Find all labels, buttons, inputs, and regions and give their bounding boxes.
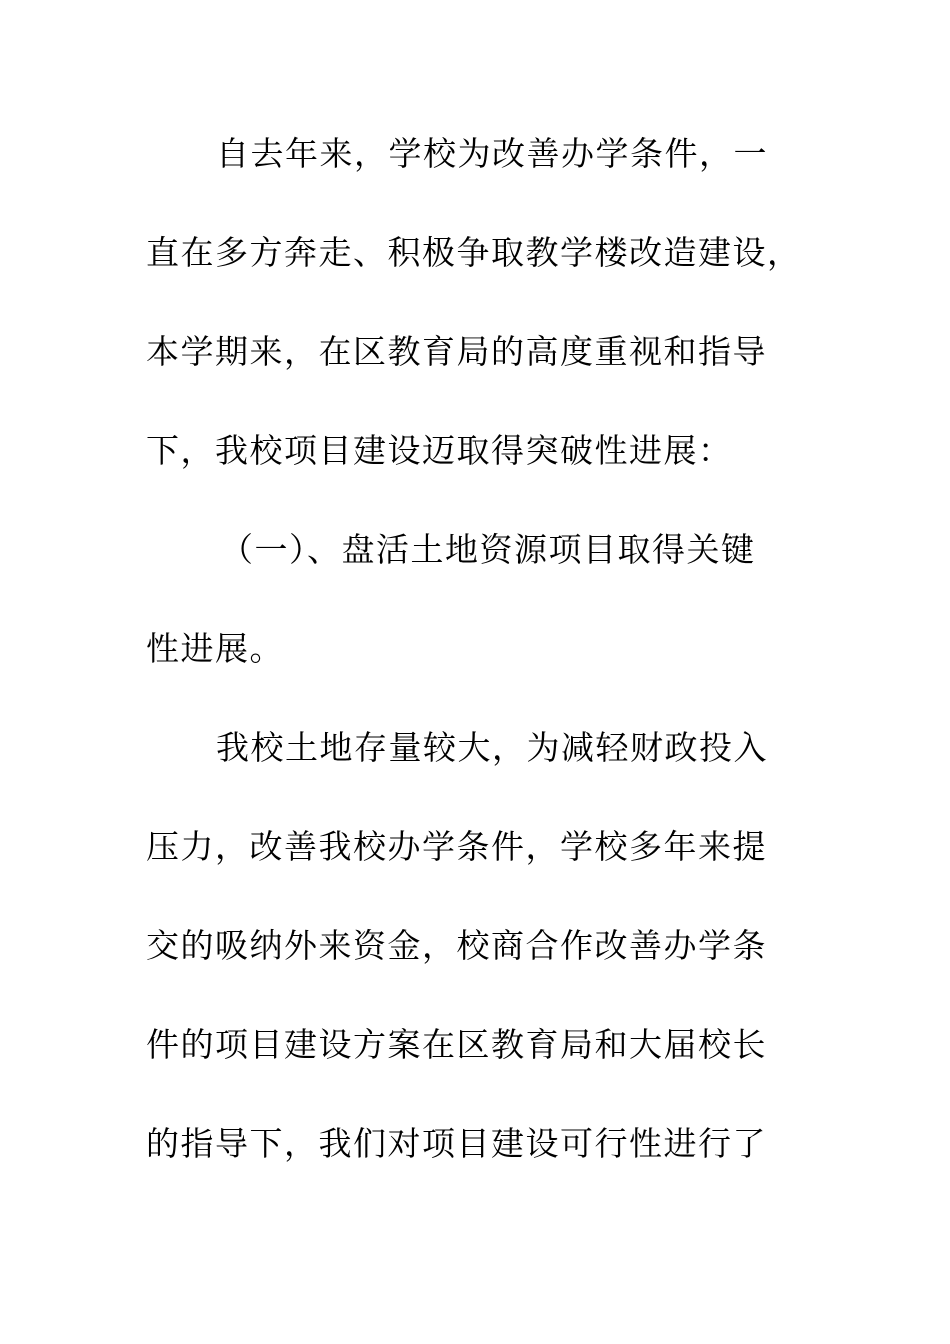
body-text [146, 126, 802, 1215]
paragraph-1-line-3: 本学期来，在区教育局的高度重视和指导 [146, 332, 767, 371]
paragraph-1-line-1: 自去年来，学校为改善办学条件，一 [216, 134, 768, 173]
paragraph-2-line-5: 的指导下，我们对项目建设可行性进行了 [146, 1124, 767, 1163]
paragraph-2-line-2: 压力，改善我校办学条件，学校多年来提 [146, 827, 767, 866]
paragraph-1-line-4: 下，我校项目建设迈取得突破性进展： [146, 431, 733, 470]
paragraph-1-line-2: 直在多方奔走、积极争取教学楼改造建设， [146, 233, 802, 272]
paragraph-2-line-3: 交的吸纳外来资金，校商合作改善办学条 [146, 926, 767, 965]
paragraph-2-line-4: 件的项目建设方案在区教育局和大届校长 [146, 1025, 767, 1064]
paragraph-2-line-1: 我校土地存量较大，为减轻财政投入 [216, 728, 768, 767]
section-heading-line-1: （一）、盘活土地资源项目取得关键 [220, 530, 756, 569]
section-heading-line-2: 性进展。 [146, 629, 284, 668]
